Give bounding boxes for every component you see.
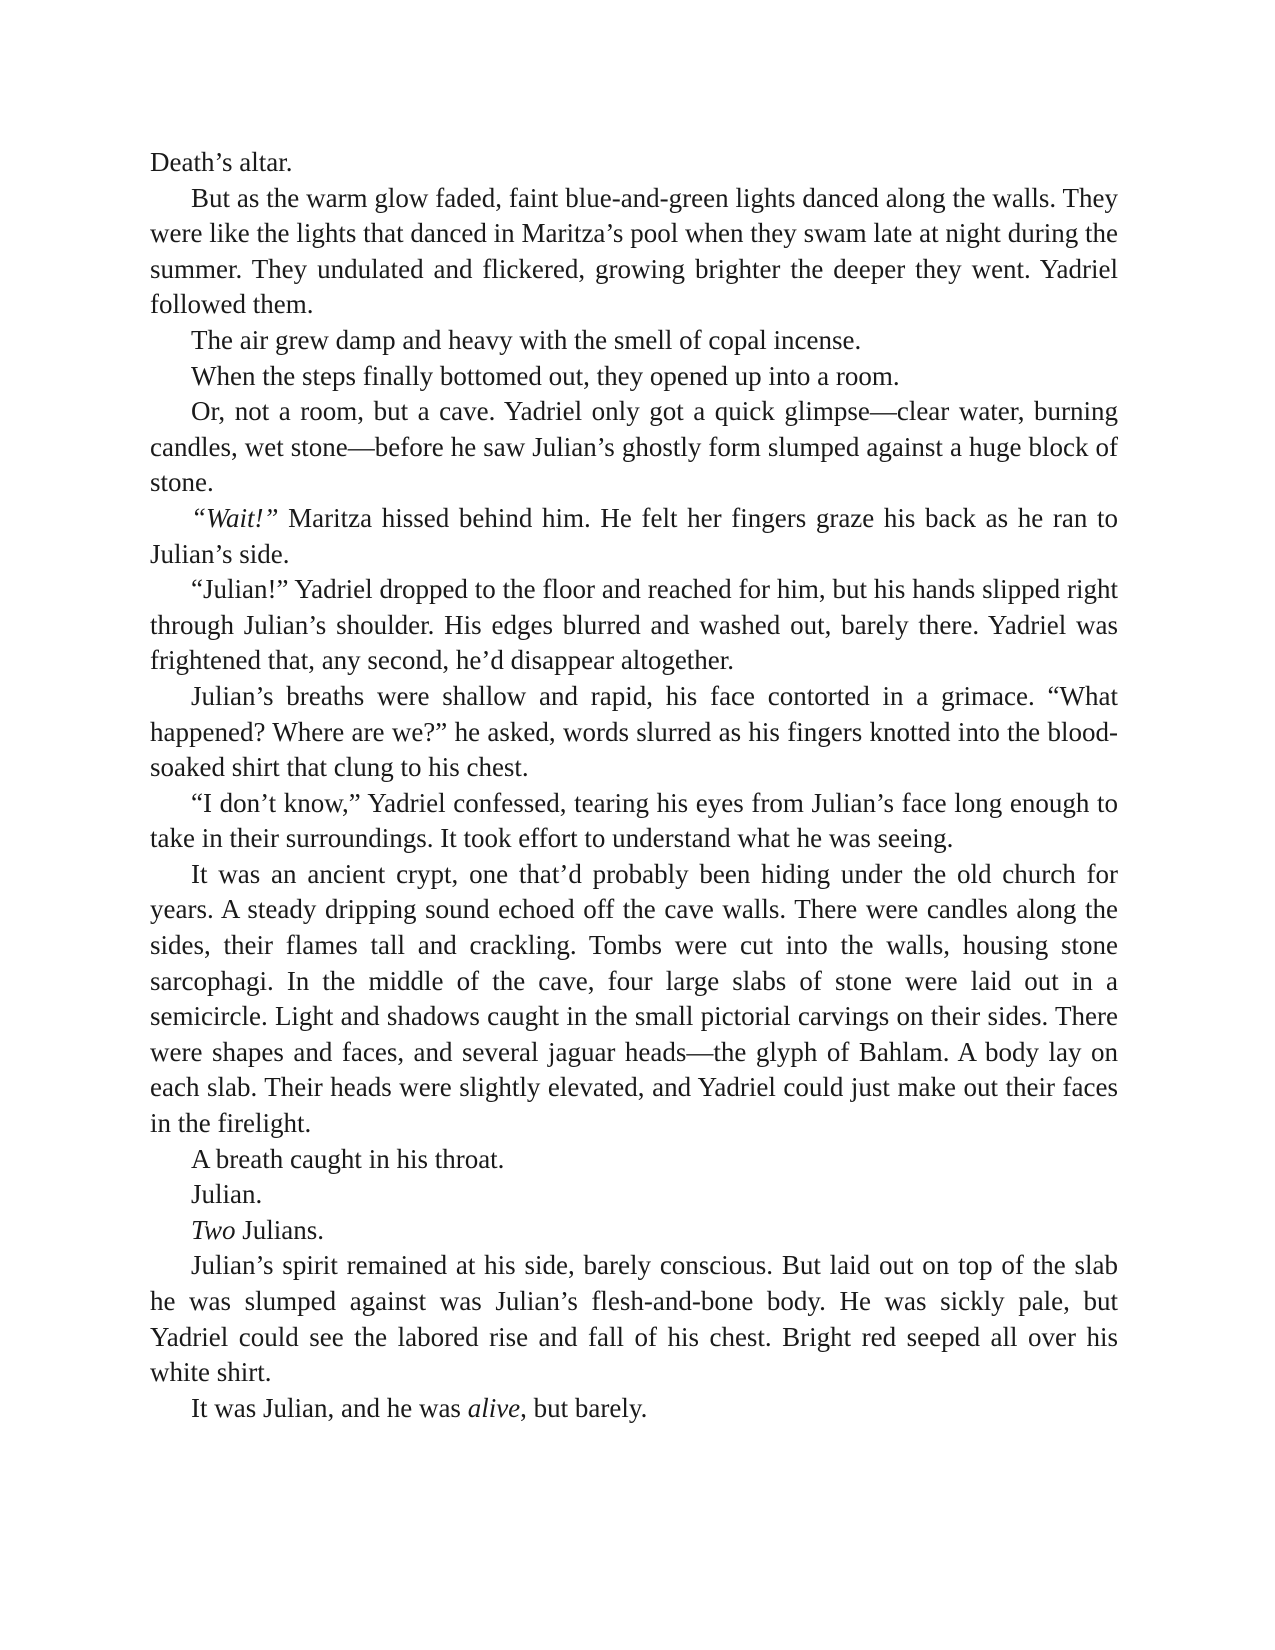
paragraph <box>150 181 1118 323</box>
paragraph <box>150 145 1118 181</box>
paragraph <box>150 501 1118 572</box>
text-run: Or, not a room, but a cave. Yadriel only got a quick glimpse—clear water, burning candles, wet stone—before he saw Julian’s ghostly form slumped against a huge block of stone. <box>150 396 1118 498</box>
italic-text: alive <box>467 1392 521 1423</box>
paragraph <box>150 857 1118 1142</box>
text-run: It was an ancient crypt, one that’d probably been hiding under the old church for years. A steady dripping sound echoed off the cave walls. There were candles along the sides, their flames tall and crackling. Tombs were cut into the walls, housing stone sarcophagi. In the middle of the cave, four large slabs of stone were laid out in a semicircle. Light and shadows caught in the small pictorial carvings on their sides. There were shapes and faces, and several jaguar heads—the glyph of Bahlam. A body lay on each slab. Their heads were slightly elevated, and Yadriel could just make out their faces in the firelight. <box>150 858 1118 1139</box>
paragraph <box>150 572 1118 679</box>
paragraph <box>150 1177 1118 1213</box>
text-run: But as the warm glow faded, faint blue-and-green lights danced along the walls. They were like the lights that danced in Maritza’s pool when they swam late at night during the summer. They undulated and flickered, growing brighter the deeper they went. Yadriel followed them. <box>150 182 1118 320</box>
text-run: Julian. <box>191 1179 263 1210</box>
text-run: It was Julian, and he was <box>191 1392 468 1423</box>
text-run: The air grew damp and heavy with the smell of copal incense. <box>191 324 862 355</box>
text-run: Julian’s spirit remained at his side, barely conscious. But laid out on top of the slab he was slumped against was Julian’s flesh-and-bone body. He was sickly pale, but Yadriel could see the labored rise and fall of his chest. Bright red seeped all over his white shirt. <box>150 1250 1118 1388</box>
paragraph <box>150 1248 1118 1390</box>
text-run: Julian’s breaths were shallow and rapid, his face contorted in a grimace. “What happened? Where are we?” he asked, words slurred as his fingers knotted into the blood-soaked shirt that clung to his chest. <box>150 680 1118 783</box>
paragraph <box>150 359 1118 395</box>
paragraph <box>150 323 1118 359</box>
text-run: Julians. <box>235 1214 325 1245</box>
paragraph <box>150 1213 1118 1249</box>
paragraph <box>150 679 1118 786</box>
text-run: When the steps finally bottomed out, they opened up into a room. <box>191 360 900 391</box>
text-run: Maritza hissed behind him. He felt her fingers graze his back as he ran to Julian’s side. <box>150 502 1118 569</box>
text-run: Death’s altar. <box>150 147 293 177</box>
text-run: , but barely. <box>520 1392 648 1423</box>
text-run: “I don’t know,” Yadriel confessed, tearing his eyes from Julian’s face long enough to take in their surroundings. It took effort to understand what he was seeing. <box>150 787 1118 854</box>
book-page <box>150 145 1118 1426</box>
paragraph <box>150 394 1118 501</box>
paragraph <box>150 786 1118 857</box>
text-run: A breath caught in his throat. <box>191 1143 505 1174</box>
italic-text: “Wait!” <box>191 502 279 533</box>
paragraph <box>150 1142 1118 1178</box>
paragraph <box>150 1391 1118 1427</box>
italic-text: Two <box>191 1214 236 1245</box>
text-run: “Julian!” Yadriel dropped to the floor and reached for him, but his hands slipped right through Julian’s shoulder. His edges blurred and washed out, barely there. Yadriel was frightened that, any second, he’d disappear altogether. <box>150 574 1118 676</box>
